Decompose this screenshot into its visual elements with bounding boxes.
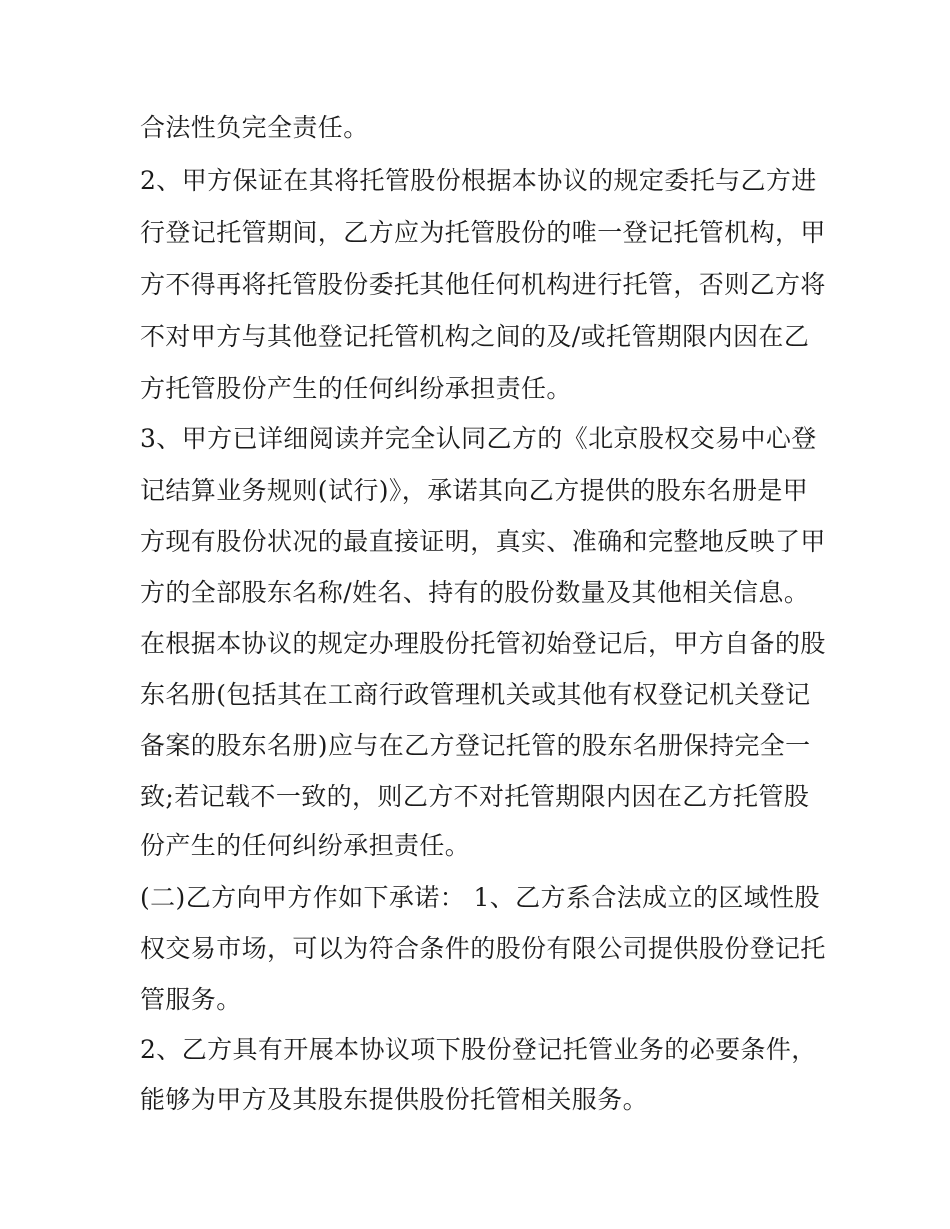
- text-line: 记结算业务规则(试行)》，承诺其向乙方提供的股东名册是甲: [140, 476, 809, 505]
- text-line: 备案的股东名册)应与在乙方登记托管的股东名册保持完全一: [140, 731, 811, 760]
- text-line: 方托管股份产生的任何纠纷承担责任。: [140, 374, 572, 403]
- text-line: 在根据本协议的规定办理股份托管初始登记后，甲方自备的股: [140, 629, 826, 658]
- text-line: 2、乙方具有开展本协议项下股份登记托管业务的必要条件，: [140, 1035, 817, 1064]
- text-line: 权交易市场，可以为符合条件的股份有限公司提供股份登记托: [140, 934, 826, 963]
- text-line: 东名册(包括其在工商行政管理机关或其他有权登记机关登记: [140, 680, 811, 709]
- text-line: 份产生的任何纠纷承担责任。: [140, 831, 471, 860]
- text-line: (二)乙方向甲方作如下承诺： 1、乙方系合法成立的区域性股: [140, 883, 820, 912]
- text-line: 管服务。: [140, 985, 242, 1014]
- text-line: 方不得再将托管股份委托其他任何机构进行托管，否则乙方将: [140, 270, 826, 299]
- text-line: 2、甲方保证在其将托管股份根据本协议的规定委托与乙方进: [140, 166, 817, 195]
- text-line: 合法性负完全责任。: [140, 113, 369, 142]
- text-line: 能够为甲方及其股东提供股份托管相关服务。: [140, 1085, 649, 1114]
- text-line: 行登记托管期间，乙方应为托管股份的唯一登记托管机构，甲: [140, 218, 826, 247]
- text-line: 不对甲方与其他登记托管机构之间的及/或托管期限内因在乙: [140, 322, 810, 351]
- text-line: 方的全部股东名称/姓名、持有的股份数量及其他相关信息。: [140, 578, 810, 607]
- text-line: 3、甲方已详细阅读并完全认同乙方的《北京股权交易中心登: [140, 424, 817, 453]
- text-line: 方现有股份状况的最直接证明，真实、准确和完整地反映了甲: [140, 527, 826, 556]
- text-line: 致;若记载不一致的，则乙方不对托管期限内因在乙方托管股: [140, 782, 810, 811]
